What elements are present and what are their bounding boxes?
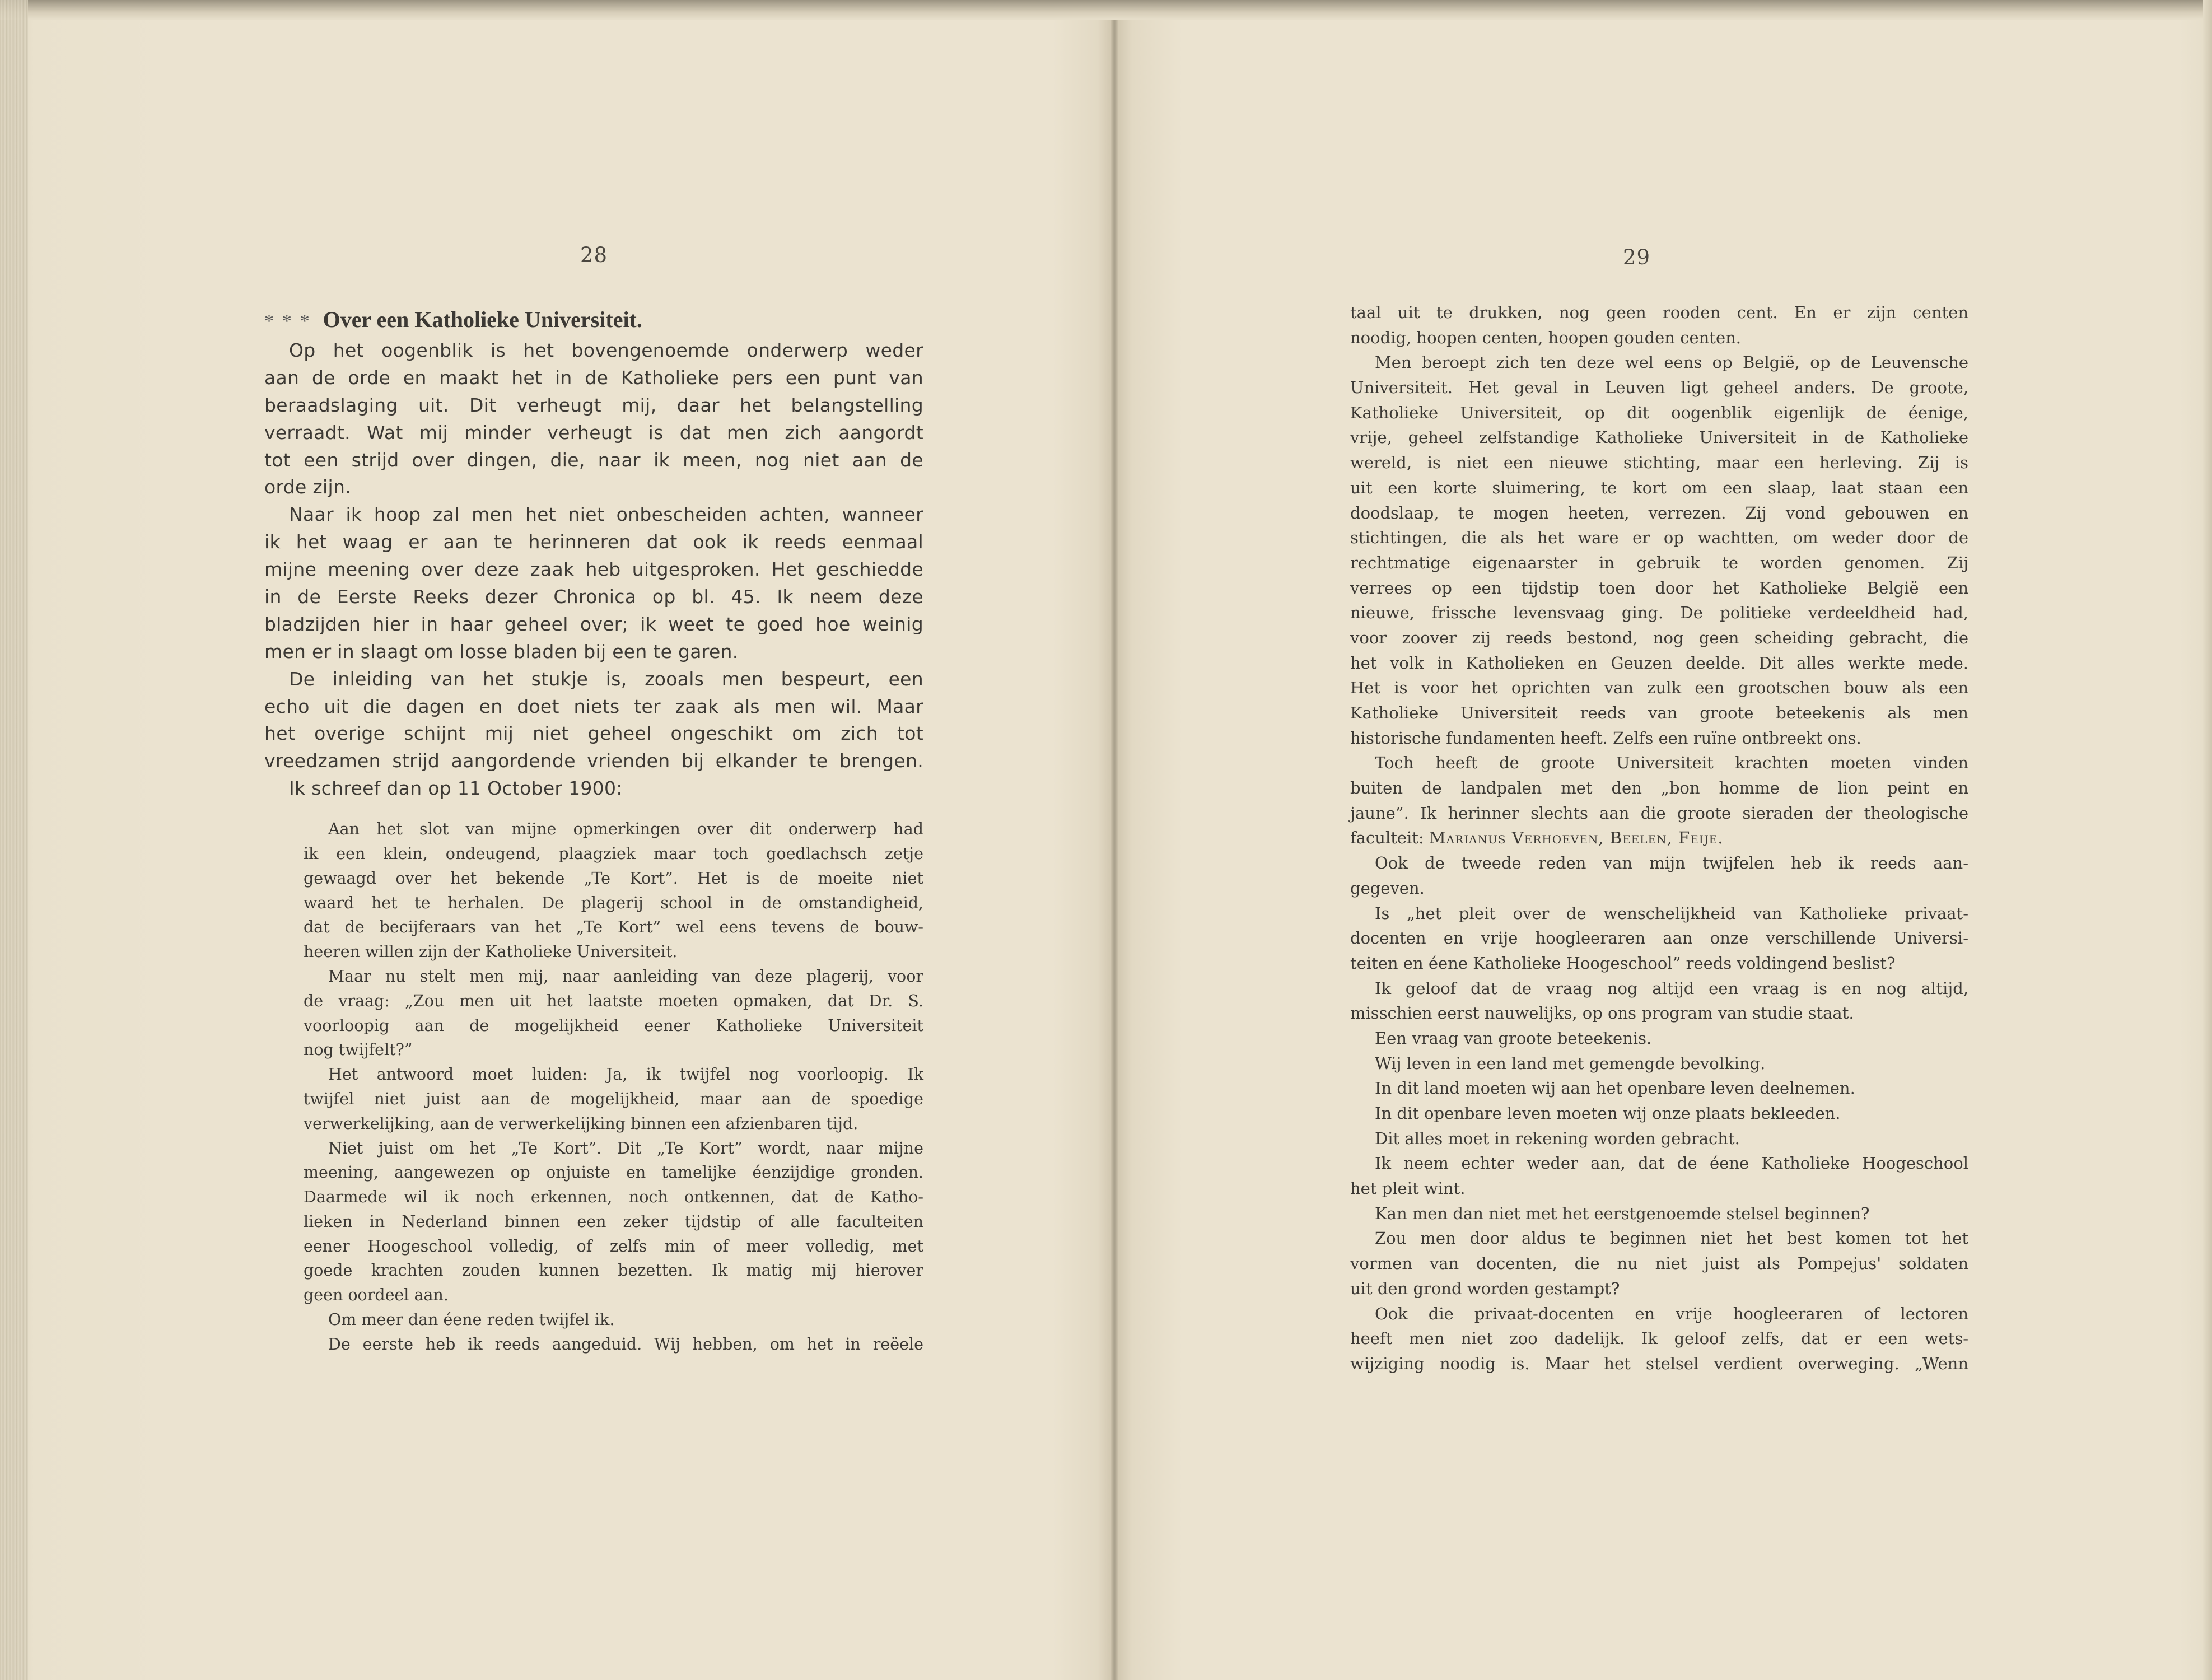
quote-line: Maar nu stelt men mij, naar aanleiding van deze plagerij, voor xyxy=(328,967,923,986)
text-line: Katholieke Universiteit reeds van groote beteekenis als men xyxy=(1350,703,1968,722)
theologian-names: Marianus Verhoeven, Beelen, Feije. xyxy=(1429,828,1724,848)
quote-line: Niet juist om het „Te Kort”. Dit „Te Kort” wordt, naar mijne xyxy=(328,1138,923,1158)
text-line: Ik schreef dan op 11 October 1900: xyxy=(289,777,623,800)
quoted-passage xyxy=(264,817,923,1357)
right-page-text xyxy=(1350,300,1968,1376)
quote-line: De eerste heb ik reeds aangeduid. Wij hebben, om het in reëele xyxy=(328,1334,923,1354)
text-line: De inleiding van het stukje is, zooals men bespeurt, een xyxy=(289,668,923,690)
quote-line: Om meer dan éene reden twijfel ik. xyxy=(328,1310,615,1329)
text-line: Het is voor het oprichten van zulk een grootschen bouw als een xyxy=(1350,678,1968,698)
quote-line: geen oordeel aan. xyxy=(304,1286,449,1305)
text-line: Zou men door aldus te beginnen niet het best komen tot het xyxy=(1375,1229,1968,1248)
quote-line: Aan het slot van mijne opmerkingen over dit onderwerp had xyxy=(328,820,923,839)
article-heading xyxy=(264,302,923,337)
quote-line: eener Hoogeschool volledig, of zelfs min of meer volledig, met xyxy=(304,1236,923,1256)
left-page-text xyxy=(264,302,923,1357)
text-line: Kan men dan niet met het eerstgenoemde stelsel beginnen? xyxy=(1375,1203,1870,1223)
text-line: verraadt. Wat mij minder verheugt is dat men zich aangordt xyxy=(264,421,923,444)
quote-line: twijfel niet juist aan de mogelijkheid, maar aan de spoedige xyxy=(304,1089,923,1108)
quote-line: lieken in Nederland binnen een zeker tijdstip of alle faculteiten xyxy=(304,1212,923,1231)
text-line-with-names xyxy=(1350,825,1968,851)
quote-line: dat de becijferaars van het „Te Kort” wel eens tevens de bouw- xyxy=(304,918,923,937)
text-line: nieuwe, frissche levensvaag ging. De politieke verdeeldheid had, xyxy=(1350,603,1968,623)
text-line: Dit alles moet in rekening worden gebracht. xyxy=(1375,1128,1740,1148)
text-line: het pleit wint. xyxy=(1350,1179,1466,1198)
text-line: mijne meening over deze zaak heb uitgesproken. Het geschiedde xyxy=(264,558,923,581)
text-line: In dit land moeten wij aan het openbare leven deelnemen. xyxy=(1375,1079,1855,1098)
text-line: Toch heeft de groote Universiteit krachten moeten vinden xyxy=(1375,753,1968,773)
text-line: beraadslaging uit. Dit verheugt mij, daar het belangstelling xyxy=(264,394,923,416)
text-line: voor zoover zij reeds bestond, nog geen scheiding gebracht, die xyxy=(1350,628,1968,647)
text-line: aan de orde en maakt het in de Katholieke pers een punt van xyxy=(264,366,923,389)
article-title: Over een Katholieke Universiteit. xyxy=(323,307,642,332)
text-line: Op het oogenblik is het bovengenoemde onderwerp weder xyxy=(289,339,923,361)
text-line: noodig, hoopen centen, hoopen gouden centen. xyxy=(1350,328,1741,347)
text-line: Een vraag van groote beteekenis. xyxy=(1375,1028,1652,1048)
text-line: echo uit die dagen en doet niets ter zaak als men wil. Maar xyxy=(264,695,923,717)
text-line: Ook de tweede reden van mijn twijfelen heb ik reeds aan- xyxy=(1375,853,1968,873)
text-line: heeft men niet zoo dadelijk. Ik geloof zelfs, dat er een wets- xyxy=(1350,1329,1968,1348)
quote-line: Daarmede wil ik noch erkennen, noch ontkennen, dat de Katho- xyxy=(304,1188,923,1207)
text-line: het overige schijnt mij niet geheel ongeschikt om zich tot xyxy=(264,722,923,745)
text-line: Men beroept zich ten deze wel eens op België, op de Leuvensche xyxy=(1375,353,1968,372)
text-line: het volk in Katholieken en Geuzen deelde. Dit alles werkte mede. xyxy=(1350,653,1968,673)
quote-line: ik een klein, ondeugend, plaagziek maar toch goedlachsch zetje xyxy=(304,844,923,863)
quote-line: goede krachten zouden kunnen bezetten. Ik matig mij hierover xyxy=(304,1261,923,1280)
text-line: jaune”. Ik herinner slechts aan die groote sieraden der theologische xyxy=(1350,803,1968,823)
page-number-left: 28 xyxy=(580,243,608,267)
text-line: stichtingen, die als het ware er op wachtten, om weder door de xyxy=(1350,528,1968,548)
text-line: Universiteit. Het geval in Leuven ligt geheel anders. De groote, xyxy=(1350,378,1968,398)
text-line: In dit openbare leven moeten wij onze plaats bekleeden. xyxy=(1375,1104,1841,1123)
text-line: uit den grond worden gestampt? xyxy=(1350,1278,1620,1298)
text-line: ik het waag er aan te herinneren dat ook ik reeds eenmaal xyxy=(264,531,923,553)
quote-line: voorloopig aan de mogelijkheid eener Katholieke Universiteit xyxy=(304,1016,923,1035)
article-body xyxy=(264,337,923,802)
quote-line: waard het te herhalen. De plagerij school in de omstandigheid, xyxy=(304,893,923,912)
text-line: teiten en éene Katholieke Hoogeschool” reeds voldingend beslist? xyxy=(1350,953,1896,973)
text-line: misschien eerst nauwelijks, op ons program van studie staat. xyxy=(1350,1004,1854,1023)
book-gutter xyxy=(1111,0,1118,1680)
page-right-edge xyxy=(2203,0,2212,1680)
quote-line: de vraag: „Zou men uit het laatste moeten opmaken, dat Dr. S. xyxy=(304,991,923,1010)
text-line: vormen van docenten, die nu niet juist als Pompejus' soldaten xyxy=(1350,1254,1968,1273)
quote-line: meening, aangewezen op onjuiste en tamelijke éenzijdige gronden. xyxy=(304,1163,923,1182)
text-line: rechtmatige eigenaarster in gebruik te worden genomen. Zij xyxy=(1350,553,1968,572)
faculty-label: faculteit: xyxy=(1350,828,1424,848)
quote-line: heeren willen zijn der Katholieke Universiteit. xyxy=(304,942,678,962)
text-line: tot een strijd over dingen, die, naar ik meen, nog niet aan de xyxy=(264,449,923,471)
text-line: bladzijden hier in haar geheel over; ik weet te goed hoe weinig xyxy=(264,613,923,635)
text-line: vreedzamen strijd aangordende vrienden bij elkander te brengen. xyxy=(264,750,923,772)
text-line: Ik neem echter weder aan, dat de éene Katholieke Hoogeschool xyxy=(1375,1154,1968,1173)
text-line: Wij leven in een land met gemengde bevolking. xyxy=(1375,1053,1766,1073)
text-line: historische fundamenten heeft. Zelfs een ruïne ontbreekt ons. xyxy=(1350,728,1861,748)
page-number-right: 29 xyxy=(1623,245,1651,269)
text-line: orde zijn. xyxy=(264,476,351,498)
quote-line: nog twijfelt?” xyxy=(304,1040,413,1060)
text-line: wijziging noodig is. Maar het stelsel verdient overweging. „Wenn xyxy=(1350,1354,1968,1373)
text-line: gegeven. xyxy=(1350,878,1425,898)
text-line: men er in slaagt om losse bladen bij een te garen. xyxy=(264,640,739,662)
page-top-edge xyxy=(0,0,2212,20)
text-line: Naar ik hoop zal men het niet onbescheiden achten, wanneer xyxy=(289,503,923,526)
quote-line: verwerkelijking, aan de verwerkelijking binnen een afzienbaren tijd. xyxy=(304,1114,858,1133)
text-line: uit een korte sluimering, te kort om een slaap, laat staan een xyxy=(1350,478,1968,497)
text-line: Ook die privaat-docenten en vrije hoogleeraren of lectoren xyxy=(1375,1304,1968,1323)
text-line: buiten de landpalen met den „bon homme de lion peint en xyxy=(1350,778,1968,798)
text-line: Ik geloof dat de vraag nog altijd een vraag is en nog altijd, xyxy=(1375,978,1968,998)
quote-line: Het antwoord moet luiden: Ja, ik twijfel nog voorloopig. Ik xyxy=(328,1065,923,1084)
text-line: vrije, geheel zelfstandige Katholieke Universiteit in de Katholieke xyxy=(1350,428,1968,447)
text-line: in de Eerste Reeks dezer Chronica op bl. 45. Ik neem deze xyxy=(264,586,923,608)
text-line: verrees op een tijdstip toen door het Katholieke België een xyxy=(1350,578,1968,598)
text-line: Katholieke Universiteit, op dit oogenblik eigenlijk de éenige, xyxy=(1350,403,1968,422)
text-line: doodslaap, te mogen heeten, verrezen. Zij vond gebouwen en xyxy=(1350,503,1968,522)
text-line: Is „het pleit over de wenschelijkheid van Katholieke privaat- xyxy=(1375,903,1968,923)
text-line: taal uit te drukken, nog geen rooden cent. En er zijn centen xyxy=(1350,303,1968,322)
quote-line: gewaagd over het bekende „Te Kort”. Het is de moeite niet xyxy=(304,869,923,888)
text-line: wereld, is niet een nieuwe stichting, maar een herleving. Zij is xyxy=(1350,453,1968,473)
page-stack-edge xyxy=(0,0,28,1680)
text-line: docenten en vrije hoogleeraren aan onze verschillende Universi- xyxy=(1350,928,1968,948)
asterism: * * * xyxy=(264,311,312,332)
